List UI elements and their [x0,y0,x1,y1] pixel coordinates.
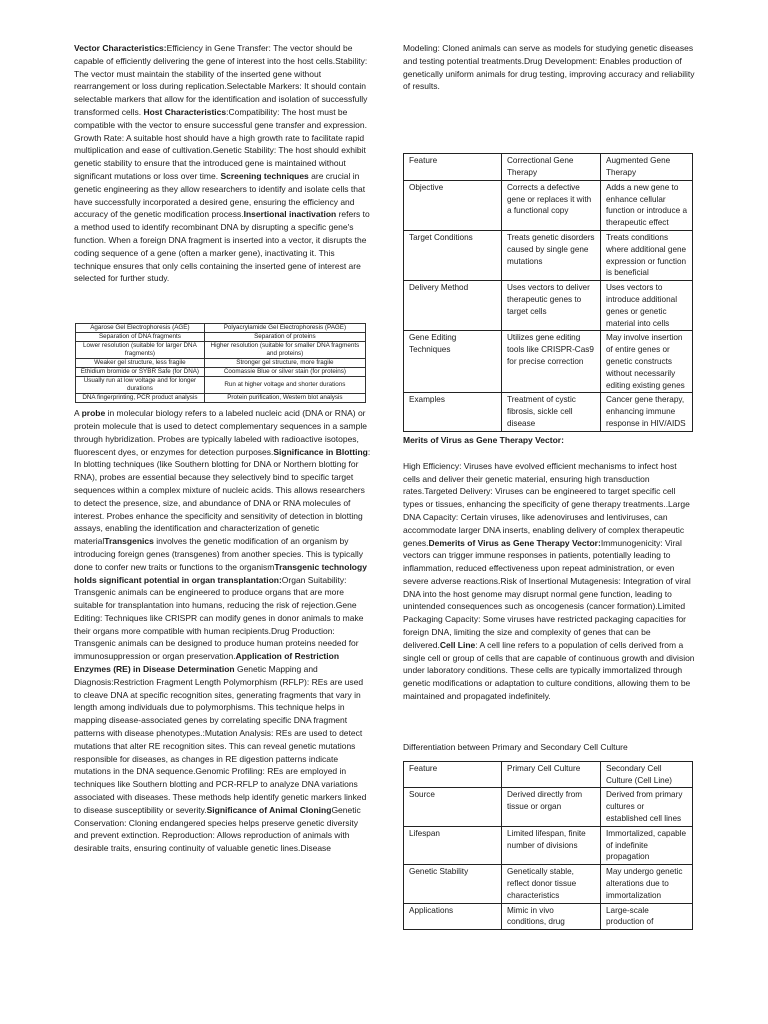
table-cell: Treats genetic disorders caused by single gene mutations [502,230,601,280]
table-header-row [404,154,693,181]
table-cell: Examples [404,393,502,431]
bold-term: Host Characteristics [143,106,227,117]
table-cell: Corrects a defective gene or replaces it with a functional copy [502,180,601,230]
text-run: refers to a method used to identify recombinant DNA by disrupting a specific gene's function. When a foreign DNA fragment is inserted into a vector, it disrupts the coding sequence of a gene (often a marker gene), inactivating it. This technique ensures that only cells containing the inserted gene of interest are selected for further study. [74,209,370,284]
table-cell: Derived directly from tissue or organ [502,788,601,826]
table-cell: Feature [404,154,502,181]
gel-electrophoresis-table [75,323,366,403]
table-cell: Weaker gel structure, less fragile [76,359,205,368]
table-row [76,333,366,342]
text-run: : A cell line refers to a population of cells derived from a single cell or group of cells that are capable of continuous growth and division under laboratory conditions. These cells are typically immortalized through genetic modifications or adaptation to culture conditions, allowing them to be maintained and propagated indefinitely. [403,639,695,702]
bold-term: Cell Line [439,639,476,650]
text-run: : In blotting techniques (like Southern blotting for DNA or Northern blotting for RNA), probes are essential because they selectively bind to specific target sequences within a complex mixture of nucleic acids. This allows researchers to detect the presence, size, and abundance of DNA or RNA molecules of interest. Probes enhance the specificity and sensitivity of detection in blotting assays, enabling the identification and characterization of genetic material [74,446,371,547]
cell-culture-comparison-table [403,761,693,930]
table-cell: Treats conditions where additional gene expression or function is beneficial [601,230,693,280]
table-cell: May undergo genetic alterations due to immortalization [601,865,693,903]
table-cell: Target Conditions [404,230,502,280]
table-cell: Higher resolution (suitable for smaller DNA fragments and proteins) [204,342,365,359]
table-row [404,230,693,280]
cloning-continuation-paragraph: Modeling: Cloned animals can serve as models for studying genetic diseases and testing potential treatments.Drug Development: Enables production of genetically uniform animals for drug testing, improving accuracy and reliability of results. [403,43,695,92]
table-cell: Polyacrylamide Gel Electrophoresis (PAGE) [204,324,365,333]
table-row [404,180,693,230]
text-run: involves the genetic modification of an organism by introducing foreign genes (transgenes) from another species. This is typically done to confer new traits or functions to the organism [74,536,363,572]
table-cell: Immortalized, capable of indefinite propagation [601,826,693,864]
table-cell: Limited lifespan, finite number of divisions [502,826,601,864]
table-cell: Augmented Gene Therapy [601,154,693,181]
bold-term: Transgenic technology holds significant potential in organ transplantation: [74,561,367,585]
text-run: are crucial in genetic engineering as they allow researchers to identify and isolate cells that have successfully incorporated a desired gene, ensuring the efficiency and accuracy of the genetic modification process. [74,170,366,220]
table-cell: Applications [404,903,502,930]
table-row [76,359,366,368]
table-cell: Derived from primary cultures or established cell lines [601,788,693,826]
table-header-row [404,761,693,788]
bold-term: Demerits of Virus as Gene Therapy Vector: [428,537,601,548]
probe-transgenics-paragraph [74,407,372,855]
table-cell: Gene Editing Techniques [404,331,502,393]
table-row [404,393,693,431]
table-row [404,788,693,826]
table-row [76,342,366,359]
table-cell: Correctional Gene Therapy [502,154,601,181]
right-column [403,42,695,930]
bold-term: Vector Characteristics: [74,43,167,53]
cell-culture-table-title: Differentiation between Primary and Secondary Cell Culture [403,741,628,752]
table-cell: Coomassie Blue or silver stain (for proteins) [204,368,365,377]
table-cell: Agarose Gel Electrophoresis (AGE) [76,324,205,333]
table-cell: Lifespan [404,826,502,864]
text-run: Organ Suitability: Transgenic animals can be engineered to produce organs that are more suitable for transplantation into humans, reducing the risk of rejection.Gene Editing: Techniques like CRISPR can modify genes in donor animals to make their organs more compatible with human recipients.Drug Production: Transgenic animals can be designed to produce human proteins needed for immunosuppression or organ preservation. [74,574,364,662]
table-cell: Adds a new gene to enhance cellular function or introduce a therapeutic effect [601,180,693,230]
table-cell: Separation of proteins [204,333,365,342]
table-row [404,331,693,393]
merits-heading: Merits of Virus as Gene Therapy Vector: [403,434,564,445]
bold-term: Significance of Animal Cloning [206,804,332,815]
table-row [404,826,693,864]
text-run: Genetic Conservation: Cloning endangered species helps preserve genetic diversity and prevent extinction. Reproduction: Allows reproduction of animals with desirable traits, ensuring continuity of valuable genetic lines.Disease [74,804,361,854]
spacer [403,703,695,741]
text-run: A [74,408,82,419]
bold-term: Screening techniques [220,170,309,181]
table-row [76,394,366,403]
table-cell: Lower resolution (suitable for larger DNA fragments) [76,342,205,359]
table-cell: Utilizes gene editing tools like CRISPR-Cas9 for precise correction [502,331,601,393]
table-cell: Separation of DNA fragments [76,333,205,342]
table-cell: Stronger gel structure, more fragile [204,359,365,368]
table-cell: Source [404,788,502,826]
table-cell: Usually run at low voltage and for longer durations [76,377,205,394]
table-cell: Run at higher voltage and shorter durations [204,377,365,394]
table-cell: Uses vectors to deliver therapeutic genes to target cells [502,281,601,331]
table-cell: Secondary Cell Culture (Cell Line) [601,761,693,788]
table-cell: Feature [404,761,502,788]
bold-term: Transgenics [104,536,154,547]
table-cell: Ethidium bromide or SYBR Safe (for DNA) [76,368,205,377]
bold-term: Application of Restriction Enzymes (RE) in Disease Determination [74,651,340,675]
table-row [404,903,693,930]
table-row [404,281,693,331]
table-cell: Uses vectors to introduce additional genes or genetic material into cells [601,281,693,331]
bold-term: Insertional inactivation [243,209,337,220]
table-cell: Genetic Stability [404,865,502,903]
table-cell: Treatment of cystic fibrosis, sickle cell disease [502,393,601,431]
text-run: :Compatibility: The host must be compatible with the vector to ensure successful gene transfer and expression. Growth Rate: A suitable host should have a high growth rate to facilitate rapid multiplication and ease of cultivation.Genetic Stability: The host should exhibit genetic stability to ensure that the introduced gene is maintained without significant mutations or loss over time. [74,106,367,181]
table-cell: Primary Cell Culture [502,761,601,788]
table-cell: Large-scale production of [601,903,693,930]
virus-vector-cell-line-paragraph [403,460,695,703]
left-column [74,42,372,855]
text-run: Immunogenicity: Viral vectors can trigger immune responses in patients, potentially leading to inflammation, reduced effectiveness upon repeat administration, or even severe adverse reactions.Risk of Insertional Mutagenesis: Integration of viral DNA into the host genome may disrupt normal gene function, leading to unintended consequences such as oncogenesis (cancer formation).Limited Packaging Capacity: Some viruses have restricted packaging capacities for foreign DNA, limiting the size and complexity of genes that can be delivered. [403,537,691,650]
text-run: Efficiency in Gene Transfer: The vector should be capable of efficiently delivering the gene of interest into the host cells.Stability: The vector must maintain the stability of the inserted gene without rearrangement or loss during replication.Selectable Markers: It should contain selectable markers that allow for the identification and isolation of successfully transformed cells. [74,43,368,117]
text-run: in molecular biology refers to a labeled nucleic acid (DNA or RNA) or protein molecule that is used to detect complementary sequences in a sample through hybridization. Probes are typically labeled with radioactive isotopes, fluorescent dyes, or enzymes for detection purposes. [74,408,367,457]
table-cell: Delivery Method [404,281,502,331]
text-run: High Efficiency: Viruses have evolved efficient mechanisms to infect host cells and deliver their genetic material, ensuring high transduction rates.Targeted Delivery: Viruses can be engineered to target specific cell types or tissues, enhancing the specificity of gene therapy treatments..Large DNA Capacity: Certain viruses, like adenoviruses and lentiviruses, can accommodate larger DNA inserts, enabling delivery of complex therapeutic genes. [403,460,690,548]
table-header-row [76,324,366,333]
bold-term: Significance in Blotting [273,446,368,457]
table-cell: Protein purification, Western blot analysis [204,394,365,403]
table-cell: Objective [404,180,502,230]
table-row [76,377,366,394]
table-row [404,865,693,903]
table-row [76,368,366,377]
table-cell: Cancer gene therapy, enhancing immune response in HIV/AIDS [601,393,693,431]
gene-therapy-comparison-table [403,153,693,432]
table-cell: Genetically stable, reflect donor tissue characteristics [502,865,601,903]
vector-host-screening-paragraph [74,42,372,285]
table-cell: Mimic in vivo conditions, drug [502,903,601,930]
table-cell: May involve insertion of entire genes or genetic constructs without necessarily editing existing genes [601,331,693,393]
table-cell: DNA fingerprinting, PCR product analysis [76,394,205,403]
text-run: Genetic Mapping and Diagnosis:Restriction Fragment Length Polymorphism (RFLP): REs are used to cleave DNA at specific recognition sites, generating fragments that vary in length among individuals due to polymorphisms. This technique helps in mapping disease-associated genes by correlating specific DNA fragment patterns with disease phenotypes.:Mutation Analysis: REs are used to detect mutations that alter RE recognition sites. This can reveal genetic mutations responsible for diseases, as changes in RE digestion patterns indicate mutations in the DNA sequence.Genomic Profiling: REs are employed in techniques like Southern blotting and PCR-RFLP to analyze DNA variations associated with diseases. These methods help identify genetic markers linked to disease susceptibility or severity. [74,664,367,815]
bold-term: probe [81,408,106,419]
